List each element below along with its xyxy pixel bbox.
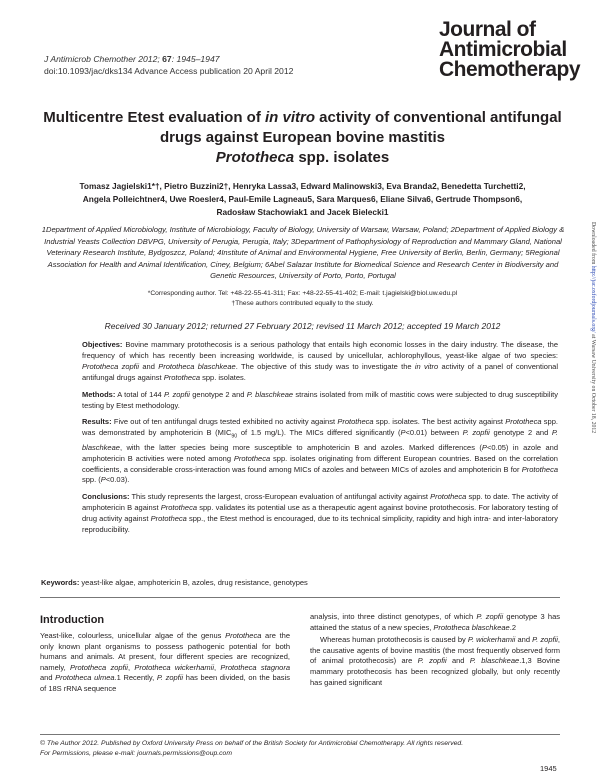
text: and [40, 673, 56, 683]
abstract-methods [82, 390, 558, 412]
affiliations: 1Department of Applied Microbiology, Institute of Microbiology, Faculty of Biology, University of Warsaw, Warsaw, Poland; 2Department of Applied Biology & Industrial Yeasts Collection DBVPG, University of Perugia, Perugia, Italy; 3Department of Pathophysiology of Reproduction and Mammary Gland, National Veterinary Research Institute, Bydgoszcz, Poland; 4Institute of Animal and Environmental Hygiene, Free University of Berlin, Berlin, Germany; 5Regional Association for Health and Animal Identification, Ciney, Belgium; 6Abel Salazar Institute for Biomedical Science and Research Center in Biodiversity and Genetic Resources, University of Porto, Porto, Portugal [41, 225, 565, 280]
text: <0.01) between [405, 428, 463, 438]
text: Prototheca blaschkeae [158, 361, 236, 371]
abstract-results [82, 417, 558, 486]
download-sidebar [587, 222, 597, 552]
abstract-conclusions [82, 492, 558, 536]
text: Prototheca wickerhamii [134, 662, 214, 672]
citation-journal: J Antimicrob Chemother [44, 54, 136, 64]
keywords [41, 577, 561, 588]
citation-block [44, 53, 293, 77]
methods-label: Methods: [82, 389, 116, 399]
text: Prototheca [233, 453, 271, 463]
citation-volume: 67 [162, 54, 172, 64]
text: Prototheca zopfii [82, 361, 140, 371]
keywords-text: yeast-like algae, amphotericin B, azoles, drug resistance, genotypes [79, 578, 308, 587]
text: , the causative agents of bovine mastitis (the most frequently observed form of animal protothecosis) are [310, 635, 560, 666]
text: This study represents the largest, cross-European evaluation of antifungal activity against [129, 492, 431, 502]
text: Whereas human protothecosis is caused by [320, 635, 468, 645]
text: spp., the Etest method is encouraged, due to its technical simplicity, rapidity and high intra- and inter-laboratory reproducibility. [82, 514, 558, 535]
text: Prototheca [521, 464, 558, 474]
text: Prototheca [430, 492, 467, 502]
text: P. blaschkeae [82, 428, 558, 452]
article-title [40, 108, 565, 168]
text: P [400, 428, 406, 438]
intro-paragraph-1 [40, 631, 290, 695]
text: <0.05) in azole and amphotericin B activities were noted among [82, 442, 558, 463]
author-line-3: Radosław Stachowiak1 and Jacek Bielecki1 [216, 207, 389, 217]
intro-right-column [310, 612, 560, 688]
equal-contribution-note: †These authors contributed equally to the study. [231, 300, 374, 307]
author-line-2: Angela Polleichtner4, Uwe Roesler4, Paul-Emile Lagneau5, Sara Marques6, Eliane Silva6, Gertrude Thompson6, [82, 194, 523, 204]
text: spp. isolates originating from different European countries. Based on the correlation coefficients, a considerable cross-interaction was found among MICs of azoles and between MICs of azoles and amphotericin B for [82, 453, 558, 474]
text: in vitro [414, 361, 439, 371]
text: Five out of ten antifungal drugs tested exhibited no activity against [111, 417, 338, 427]
logo-line-2: Antimicrobial [439, 38, 567, 61]
citation-year: 2012; [138, 54, 160, 64]
text: genotype 2 and [489, 428, 552, 438]
copyright-footnote [40, 739, 570, 759]
download-prefix: Downloaded from [590, 222, 596, 266]
logo-line-1: Journal of [439, 18, 536, 41]
text: Prototheca [225, 631, 262, 640]
title-text-2: in vitro [265, 109, 316, 126]
text: P. zopfii [417, 656, 447, 666]
text: P. blaschkeae [246, 389, 294, 399]
introduction-heading: Introduction [40, 614, 105, 626]
intro-left-column [40, 631, 290, 695]
text: , with the latter species being more susceptible to amphotericin B and azoles. Marked differences ( [119, 442, 482, 452]
title-text-1: Multicentre Etest evaluation of [43, 109, 265, 126]
text: .1,3 Bovine mammary protothecosis has been recognized globally, but only recently has gained significant [310, 656, 560, 687]
download-notice [590, 222, 596, 433]
download-suffix: at Warsaw University on October 18, 2012 [590, 332, 596, 434]
text: .2 [509, 622, 516, 632]
page-number: 1945 [540, 764, 557, 773]
text: are the only known plant organisms to possess pathogenic potential for both humans and animals. At present, four different species are recognized, namely, [40, 631, 290, 672]
abstract [82, 340, 558, 542]
text: and [446, 656, 470, 666]
title-text-4: Prototheca [215, 149, 295, 166]
text: spp. to date. The activity of amphotericin B against [82, 492, 558, 513]
author-line-1: Tomasz Jagielski1*†, Pietro Buzzini2†, Henryka Lassa3, Edward Malinowski3, Eva Branda2, Benedetta Turchetti2, [79, 181, 526, 191]
text: genotype 3 has attained the status of a new species, [310, 612, 560, 632]
text: activity of a panel of conventional antifungal drugs against [82, 361, 558, 382]
text: P [100, 475, 106, 485]
objectives-label: Objectives: [82, 340, 123, 349]
text: strains isolated from milk of mastitic cows were subjected to drug susceptibility testing by Etest methodology. [82, 389, 558, 410]
section-divider [40, 597, 560, 598]
text: , [127, 662, 135, 672]
text: Prototheca [337, 417, 374, 427]
text: P. blaschkeae [469, 656, 520, 666]
text: has been divided, on the basis of 18S rRNA sequence [40, 673, 290, 693]
text: spp. was demonstrated by amphotericin B (MIC [82, 417, 558, 438]
journal-logo [439, 20, 589, 80]
text: Prototheca [150, 514, 187, 524]
title-text-5: spp. isolates [294, 149, 390, 166]
text: , [214, 662, 221, 672]
intro-paragraph-1-cont [310, 612, 560, 633]
results-label: Results: [82, 417, 112, 427]
conclusions-label: Conclusions: [82, 492, 130, 502]
abstract-objectives [82, 340, 558, 384]
text: 90 [231, 433, 238, 440]
text: Prototheca stagnora [220, 662, 291, 672]
text: and [139, 361, 159, 371]
text: analysis, into three distinct genotypes, of which [310, 612, 477, 621]
text: Bovine mammary protothecosis is a serious pathology that entails high economic losses in the dairy industry. The disease, the frequency of which has recently been increasing worldwide, is caused by unicellular, achlorophyllous, yeast-like algae of two species: [82, 340, 558, 360]
text: Prototheca ulmea [55, 673, 115, 683]
keywords-label: Keywords: [41, 578, 80, 587]
text: .1 Recently, [114, 673, 157, 683]
text: P. zopfii [462, 428, 490, 438]
text: Prototheca blaschkeae [433, 622, 510, 632]
text: Yeast-like, colourless, unicellular algae of the genus [40, 631, 226, 640]
text: genotype 2 and [189, 389, 247, 399]
doi-line: doi:10.1093/jac/dks134 Advance Access publication 20 April 2012 [44, 66, 294, 76]
correspondence [40, 289, 565, 309]
text: spp. isolates. The best activity against [373, 417, 506, 427]
text: <0.03). [105, 475, 130, 485]
text: P. zopfii [532, 635, 558, 645]
footnote-divider [40, 734, 560, 735]
copyright-line: © The Author 2012. Published by Oxford University Press on behalf of the British Society for Antimicrobial Chemotherapy. All rights reserved. [40, 740, 464, 747]
text: Prototheca zopfii [69, 662, 128, 672]
citation-line [44, 53, 293, 65]
intro-paragraph-2 [310, 635, 560, 688]
text: Prototheca [160, 503, 198, 513]
text: spp. isolates. [200, 372, 246, 382]
text: and [515, 635, 533, 645]
text: P. zopfii [476, 612, 504, 621]
corresponding-author: *Corresponding author. Tel: +48-22-55-41-311; Fax: +48-22-55-41-402; E-mail: t.jagielski@biol.uw.edu.pl [147, 290, 458, 297]
text: P. zopfii [164, 389, 190, 399]
citation-pages: : 1945–1947 [171, 54, 220, 64]
journal-link[interactable]: http://jac.oxfordjournals.org/ [590, 265, 596, 333]
text: Prototheca [163, 372, 201, 382]
text: P [481, 442, 487, 452]
author-list [40, 180, 565, 219]
logo-line-3: Chemotherapy [439, 58, 581, 81]
text: spp. validates its potential use as a therapeutic agent against bovine protothecosis. For laboratory testing of drug activity against [82, 503, 558, 524]
text: spp. ( [82, 475, 101, 485]
text: . The objective of this study was to investigate the [235, 361, 415, 371]
permissions-line: For Permissions, please e-mail: journals.permissions@oup.com [40, 750, 232, 757]
received-dates: Received 30 January 2012; returned 27 February 2012; revised 11 March 2012; accepted 19 March 2012 [104, 321, 501, 331]
text: P. zopfii [156, 673, 184, 683]
text: A total of 144 [115, 389, 165, 399]
title-text-3: activity of conventional antifungal drugs against European bovine mastitis [159, 109, 562, 146]
text: Prototheca [505, 417, 542, 427]
text: P. wickerhamii [467, 635, 516, 645]
text: of 1.5 mg/L). The MICs differed significantly ( [237, 428, 401, 438]
